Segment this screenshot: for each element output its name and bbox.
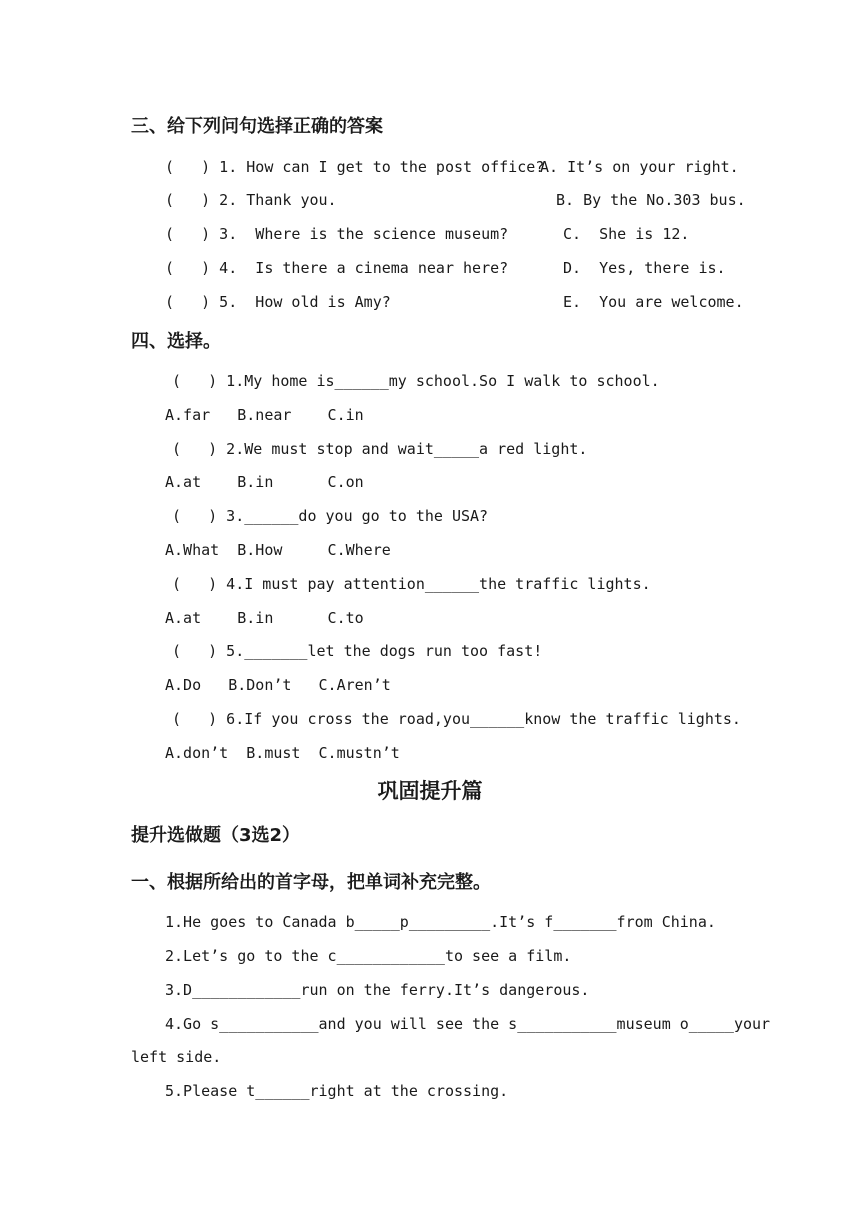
- section1-heading: 一、根据所给出的首字母，把单词补充完整。: [131, 872, 491, 893]
- fill-line: 4.Go s___________and you will see the s___________museum o_____your: [165, 1015, 771, 1033]
- option-line: A.Do B.Don’t C.Aren’t: [165, 676, 391, 694]
- option-line: A.don’t B.must C.mustn’t: [165, 744, 400, 762]
- option-line: A.What B.How C.Where: [165, 541, 391, 559]
- section3-heading: 三、给下列问句选择正确的答案: [131, 116, 383, 137]
- question-line: ( ) 3.______do you go to the USA?: [172, 507, 489, 525]
- part-title: 巩固提升篇: [377, 779, 483, 803]
- option-line: A.at B.in C.on: [165, 473, 364, 491]
- question-line: ( ) 2.We must stop and wait_____a red light.: [172, 440, 588, 458]
- question-line: ( ) 3. Where is the science museum?: [165, 225, 509, 243]
- answer-option: A. It’s on your right.: [540, 158, 739, 176]
- question-line: ( ) 4.I must pay attention______the traffic lights.: [172, 575, 651, 593]
- fill-line: 3.D____________run on the ferry.It’s dangerous.: [165, 981, 590, 999]
- question-line: ( ) 1.My home is______my school.So I walk to school.: [172, 372, 660, 390]
- question-line: ( ) 5. How old is Amy?: [165, 293, 391, 311]
- fill-line: 5.Please t______right at the crossing.: [165, 1082, 509, 1100]
- question-line: ( ) 4. Is there a cinema near here?: [165, 259, 509, 277]
- option-line: A.at B.in C.to: [165, 609, 364, 627]
- fill-line-continuation: left side.: [131, 1048, 222, 1066]
- option-line: A.far B.near C.in: [165, 406, 364, 424]
- section4-heading: 四、选择。: [131, 331, 221, 352]
- question-line: ( ) 1. How can I get to the post office?: [165, 158, 545, 176]
- answer-option: E. You are welcome.: [563, 293, 744, 311]
- answer-option: B. By the No.303 bus.: [556, 191, 746, 209]
- answer-option: C. She is 12.: [563, 225, 690, 243]
- fill-line: 1.He goes to Canada b_____p_________.It’s f_______from China.: [165, 913, 716, 931]
- question-line: ( ) 5._______let the dogs run too fast!: [172, 642, 543, 660]
- question-line: ( ) 6.If you cross the road,you______know the traffic lights.: [172, 710, 741, 728]
- fill-line: 2.Let’s go to the c____________to see a film.: [165, 947, 572, 965]
- subtitle: 提升选做题（3选2）: [131, 825, 301, 846]
- answer-option: D. Yes, there is.: [563, 259, 726, 277]
- question-line: ( ) 2. Thank you.: [165, 191, 337, 209]
